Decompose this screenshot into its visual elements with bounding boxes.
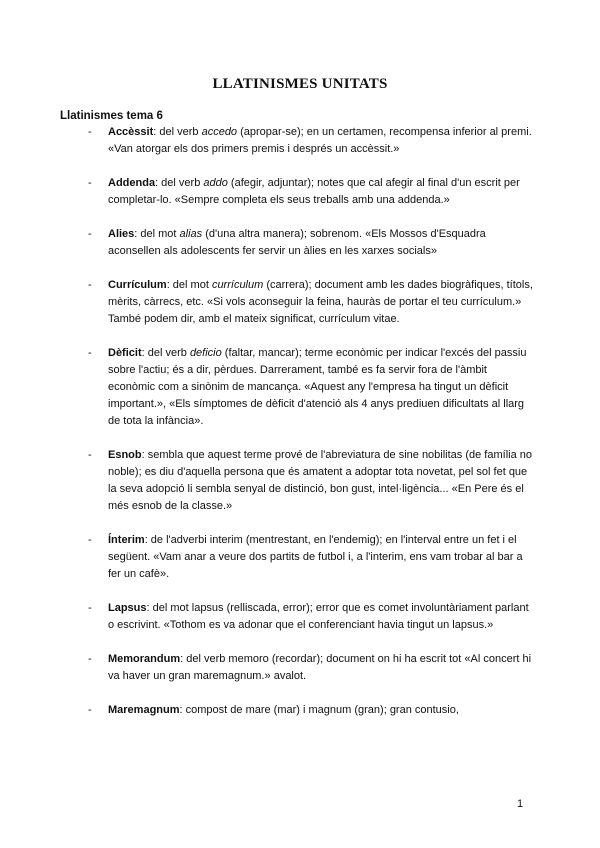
entry-text: (faltar, mancar); terme econòmic per indicar l'excés del passiu sobre l'actiu; és a dir, pèrdues. Darrerament, també es fa servir fora de l'àmbit econòmic com a sinònim de mancança. «Aquest any l'empresa ha tingut un dèficit important.», «Els símptomes de dèficit d'atenció als 4 anys prediuen dificultats al llarg de tota la infància». — [108, 347, 527, 427]
bullet-dash: - — [88, 704, 92, 716]
list-item — [88, 124, 534, 158]
list-item — [88, 175, 534, 209]
bullet-dash: - — [88, 177, 92, 189]
list-item — [88, 345, 534, 430]
entry-text: (apropar-se); en un certamen, recompensa inferior al premi. «Van atorgar els dos primers premis i després un accèssit.» — [108, 126, 532, 155]
entry-latin-word: addo — [203, 177, 228, 189]
entry-text: : del verb — [141, 347, 190, 359]
entry-text: : del verb — [155, 177, 204, 189]
entry-text: : sembla que aquest terme prové de l'abreviatura de sine nobilitas (de família no noble); es diu d'aquella persona que és amatent a adoptar tota novetat, pel sol fet que la seva adopció li sembla senyal de distinció, bon gust, intel·ligència... «En Pere és el més esnob de la classe.» — [108, 449, 533, 512]
list-item — [88, 600, 534, 634]
entry-term: Ínterim — [108, 534, 145, 546]
page-number: 1 — [517, 798, 524, 810]
entry-text: (d'una altra manera); sobrenom. «Els Mossos d'Esquadra aconsellen als adolescents fer servir un àlies en les xarxes socials» — [108, 228, 486, 257]
page-title: LLATINISMES UNITATS — [212, 76, 388, 92]
entry-term: Memorandum — [108, 653, 181, 665]
bullet-dash: - — [88, 347, 92, 359]
bullet-dash: - — [88, 126, 92, 138]
entry-term: Lapsus — [108, 602, 147, 614]
entry-term: Accèssit — [108, 126, 154, 138]
entry-latin-word: currículum — [211, 279, 264, 291]
entry-term: Esnob — [108, 449, 142, 461]
entry-text: : del verb memoro (recordar); document on hi ha escrit tot «Al concert hi va haver un gran maremagnum.» avalot. — [108, 653, 532, 682]
bullet-dash: - — [88, 449, 92, 461]
entry-text: (afegir, adjuntar); notes que cal afegir al final d'un escrit per completar-lo. «Sempre completa els seus treballs amb una addenda.» — [108, 177, 520, 206]
entry-text: (carrera); document amb les dades biogràfiques, títols, mèrits, càrrecs, etc. «Si vols aconseguir la feina, hauràs de portar el teu currículum.» També podem dir, amb el mateix significat, currículum vitae. — [108, 279, 533, 325]
entry-text: : del mot — [134, 228, 180, 240]
bullet-dash: - — [88, 279, 92, 291]
entry-latin-word: deficio — [189, 347, 222, 359]
section-heading: Llatinismes tema 6 — [60, 110, 163, 122]
entry-term: Dèficit — [108, 347, 142, 359]
bullet-dash: - — [88, 228, 92, 240]
bullet-dash: - — [88, 602, 92, 614]
list-item — [88, 226, 534, 260]
entry-text: : de l'adverbi interim (mentrestant, en l'endemig); en l'interval entre un fet i el següent. «Vam anar a veure dos partits de futbol i, a l'interim, ens vam trobar al bar a fer un cafè». — [108, 534, 523, 580]
list-item — [88, 532, 534, 583]
list-item — [88, 447, 534, 515]
entry-term: Maremagnum — [108, 704, 180, 716]
entry-text: : del mot — [166, 279, 212, 291]
entry-term: Alies — [108, 228, 135, 240]
list-item — [88, 651, 534, 685]
entry-text: : del verb — [153, 126, 202, 138]
entry-latin-word: alias — [179, 228, 203, 240]
bullet-dash: - — [88, 653, 92, 665]
entry-list — [88, 124, 534, 736]
list-item — [88, 702, 534, 719]
entry-text: : compost de mare (mar) i magnum (gran); gran contusio, — [179, 704, 459, 716]
entry-term: Currículum — [108, 279, 167, 291]
entry-text: : del mot lapsus (relliscada, error); error que es comet involuntàriament parlant o escrivint. «Tothom es va adonar que el conferenciant havia tingut un lapsus.» — [108, 602, 529, 631]
bullet-dash: - — [88, 534, 92, 546]
list-item — [88, 277, 534, 328]
entry-term: Addenda — [108, 177, 156, 189]
entry-latin-word: accedo — [201, 126, 238, 138]
